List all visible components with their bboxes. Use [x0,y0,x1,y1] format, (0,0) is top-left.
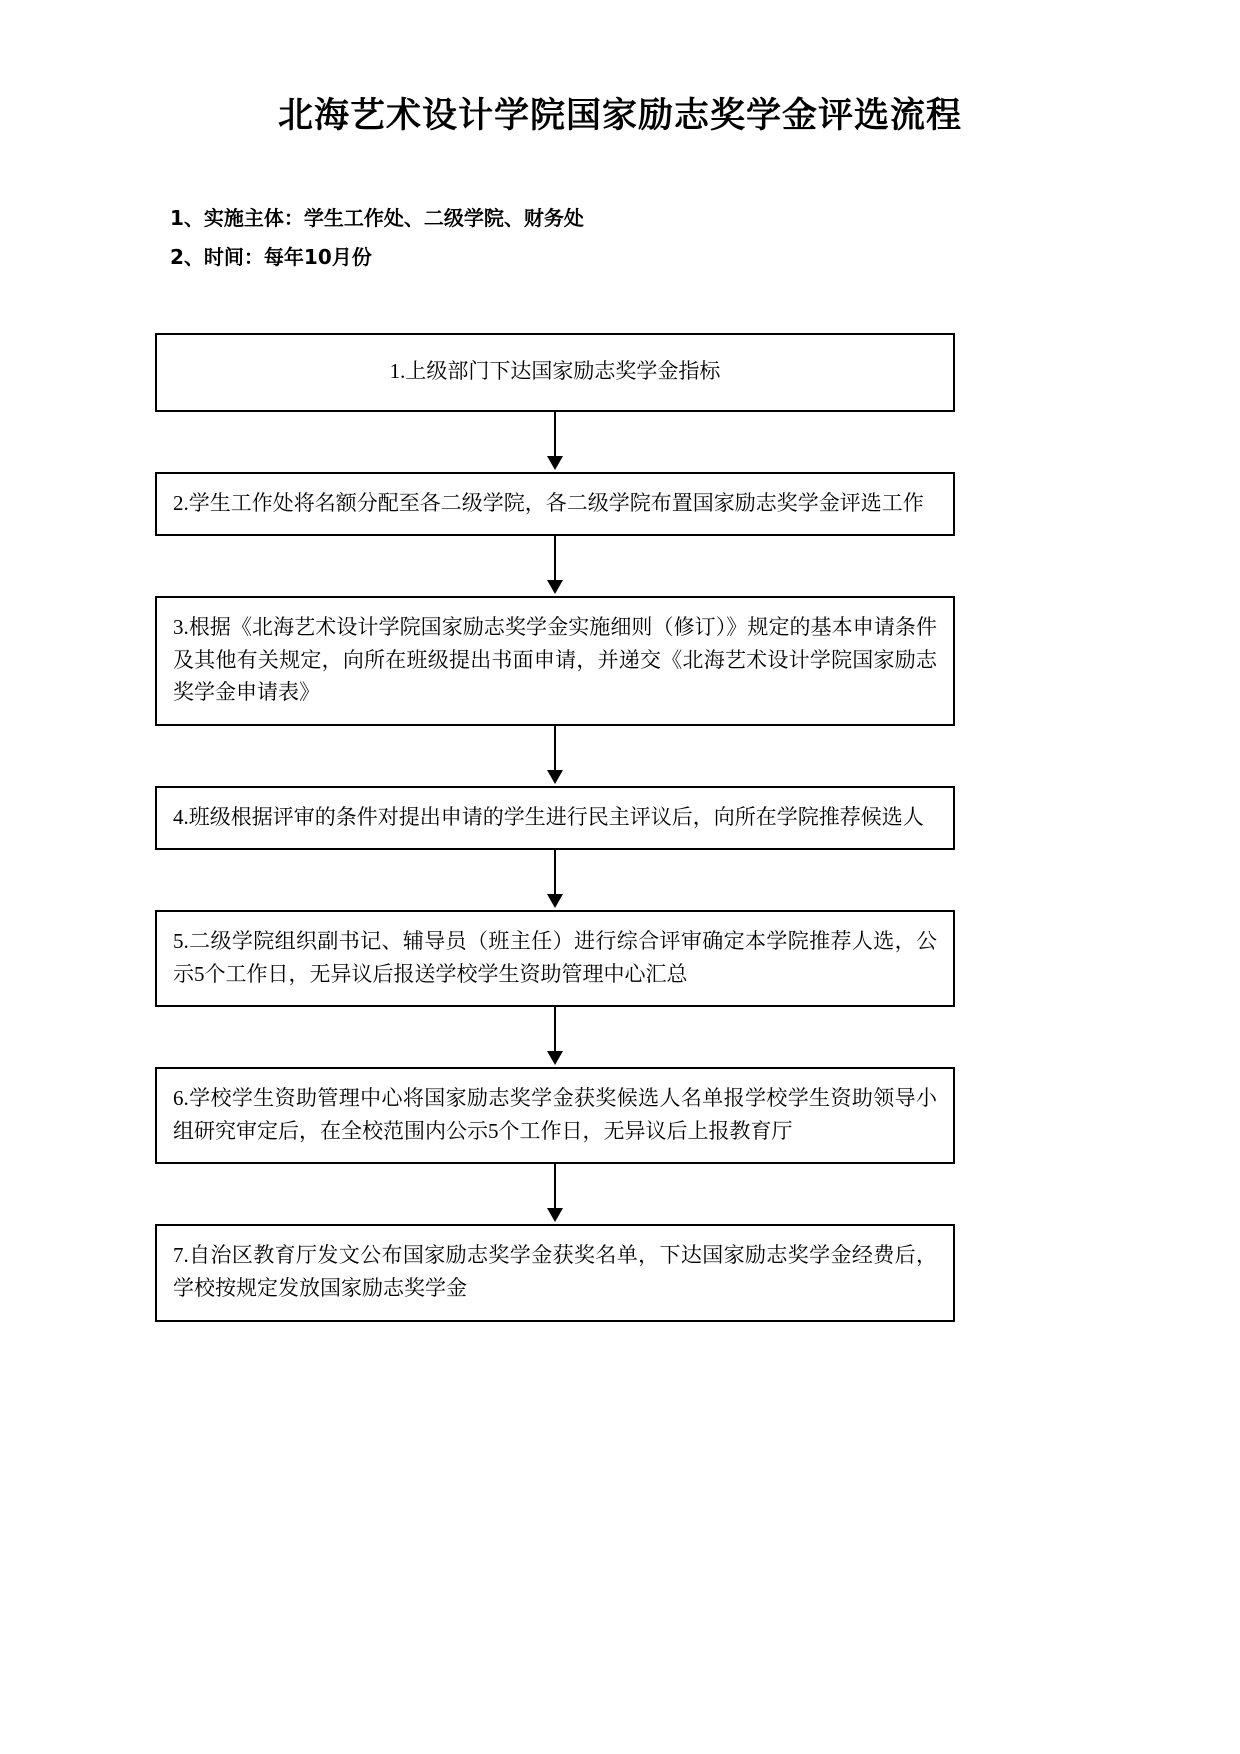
flow-arrow-4-5 [155,850,955,910]
flow-arrow-6-7 [155,1164,955,1224]
arrow-line [554,726,556,774]
flow-node-7: 7.自治区教育厅发文公布国家励志奖学金获奖名单，下达国家励志奖学金经费后，学校按规定发放国家励志奖学金 [155,1224,955,1321]
arrow-head-icon [547,1051,563,1065]
flow-node-4: 4.班级根据评审的条件对提出申请的学生进行民主评议后，向所在学院推荐候选人 [155,786,955,851]
arrow-line [554,536,556,584]
arrow-head-icon [547,894,563,908]
flow-arrow-3-4 [155,726,955,786]
flow-arrow-5-6 [155,1007,955,1067]
meta-line-time: 2、时间：每年10月份 [170,245,372,269]
flow-node-2: 2.学生工作处将名额分配至各二级学院，各二级学院布置国家励志奖学金评选工作 [155,472,955,537]
document-meta [0,199,1240,277]
arrow-head-icon [547,580,563,594]
arrow-head-icon [547,770,563,784]
page-title: 北海艺术设计学院国家励志奖学金评选流程 [277,96,962,136]
flow-node-1: 1.上级部门下达国家励志奖学金指标 [155,333,955,412]
arrow-head-icon [547,456,563,470]
flow-node-5: 5.二级学院组织副书记、辅导员（班主任）进行综合评审确定本学院推荐人选，公示5个工作日，无异议后报送学校学生资助管理中心汇总 [155,910,955,1007]
flow-arrow-1-2 [155,412,955,472]
arrow-head-icon [547,1208,563,1222]
flow-node-6: 6.学校学生资助管理中心将国家励志奖学金获奖候选人名单报学校学生资助领导小组研究审定后，在全校范围内公示5个工作日，无异议后上报教育厅 [155,1067,955,1164]
arrow-line [554,1164,556,1212]
flow-node-3: 3.根据《北海艺术设计学院国家励志奖学金实施细则（修订）》规定的基本申请条件及其他有关规定，向所在班级提出书面申请，并递交《北海艺术设计学院国家励志奖学金申请表》 [155,596,955,726]
flow-arrow-2-3 [155,536,955,596]
arrow-line [554,1007,556,1055]
arrow-line [554,850,556,898]
flowchart [0,333,1240,1322]
arrow-line [554,412,556,460]
meta-line-subject: 1、实施主体：学生工作处、二级学院、财务处 [170,206,584,230]
